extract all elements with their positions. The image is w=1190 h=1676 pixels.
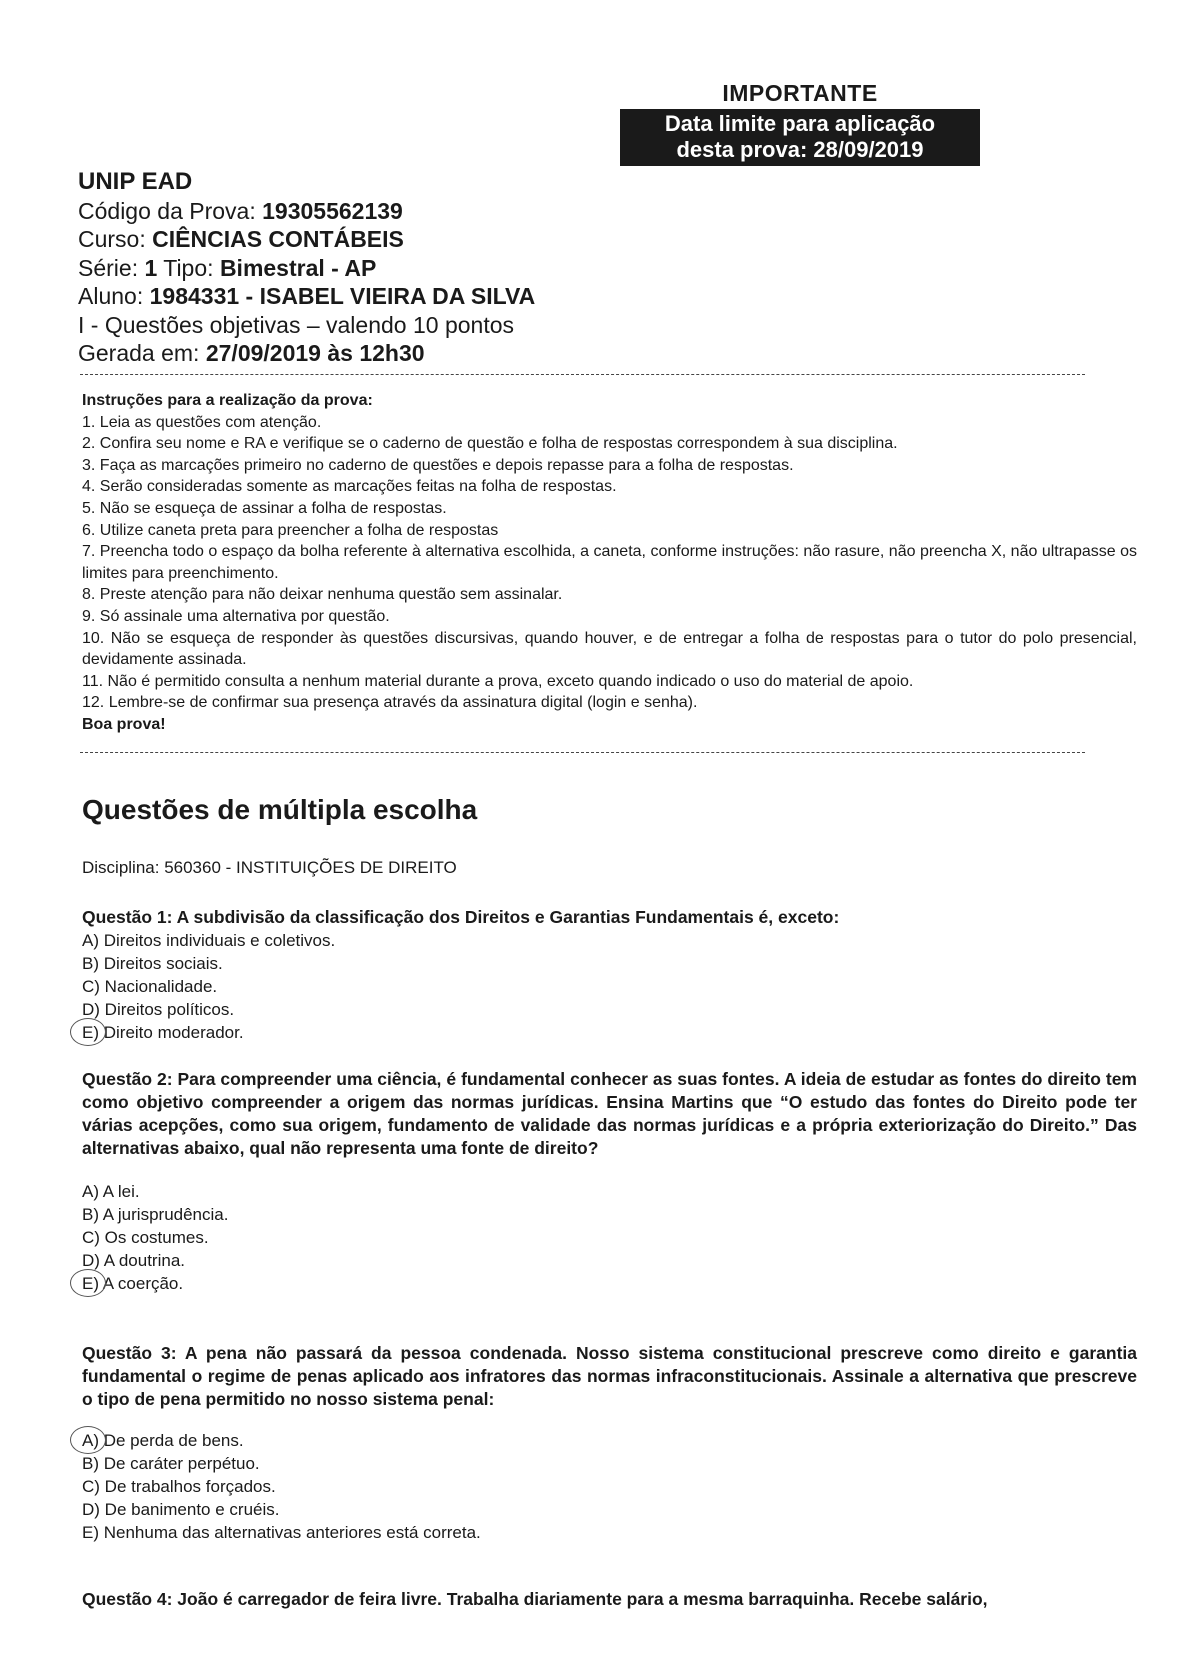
generated-label: Gerada em:: [78, 340, 206, 366]
question-1: [82, 906, 1137, 1044]
option-e[interactable]: E) Nenhuma das alternativas anteriores está correta.: [82, 1523, 481, 1542]
section-line: I - Questões objetivas – valendo 10 pontos: [78, 311, 515, 338]
option-d[interactable]: D) A doutrina.: [82, 1251, 186, 1270]
instructions-title: Instruções para a realização da prova:: [82, 392, 373, 409]
generated-line: [78, 339, 535, 368]
course-label: Curso:: [78, 226, 153, 252]
series-line: [78, 254, 535, 283]
instruction-item: 11. Não é permitido consulta a nenhum material durante a prova, exceto quando indicado o uso do material de apoio.: [82, 672, 914, 690]
exam-code-label: Código da Prova:: [78, 197, 263, 224]
option-d[interactable]: D) De banimento e cruéis.: [82, 1500, 280, 1519]
instruction-item: 10. Não se esqueça de responder às questões discursivas, quando houver, e de entregar a folha de respostas para o tutor do polo presencial, devidamente assinada.: [82, 629, 1137, 669]
question-4: [82, 1588, 1137, 1611]
institution: UNIP EAD: [78, 168, 193, 195]
answer-mark-circle: [70, 1269, 106, 1297]
question-2: [82, 1068, 1137, 1295]
discipline: Disciplina: 560360 - INSTITUIÇÕES DE DIREITO: [82, 858, 457, 877]
option-e[interactable]: E) A coerção.: [82, 1272, 1137, 1295]
deadline-line-2: desta prova: 28/09/2019: [676, 137, 924, 162]
option-b[interactable]: B) De caráter perpétuo.: [82, 1454, 260, 1473]
option-c[interactable]: C) Os costumes.: [82, 1228, 209, 1247]
instruction-item: 12. Lembre-se de confirmar sua presença através da assinatura digital (login e senha).: [82, 694, 698, 712]
question-stem: Questão 4: João é carregador de feira livre. Trabalha diariamente para a mesma barraquinha. Recebe salário,: [82, 1589, 988, 1609]
option-a[interactable]: A) A lei.: [82, 1182, 140, 1201]
important-title: IMPORTANTE: [722, 80, 878, 106]
course-line: [78, 225, 535, 254]
question-stem: Questão 1: A subdivisão da classificação dos Direitos e Garantias Fundamentais é, exceto:: [82, 907, 840, 927]
option-d[interactable]: D) Direitos políticos.: [82, 1000, 235, 1019]
option-c[interactable]: C) De trabalhos forçados.: [82, 1477, 276, 1496]
type-label: Tipo:: [157, 254, 220, 281]
instruction-item: 3. Faça as marcações primeiro no caderno de questões e depois repasse para a folha de respostas.: [82, 456, 794, 474]
exam-code: 19305562139: [262, 197, 403, 224]
instruction-item: 9. Só assinale uma alternativa por questão.: [82, 607, 390, 625]
option-b[interactable]: B) A jurisprudência.: [82, 1205, 229, 1224]
answer-mark-circle: [70, 1426, 106, 1454]
deadline-box: [620, 109, 980, 166]
instruction-item: 6. Utilize caneta preta para preencher a folha de respostas: [82, 521, 499, 539]
closing-text: Boa prova!: [82, 715, 166, 733]
exam-type: Bimestral - AP: [219, 254, 377, 281]
instructions-block: [82, 390, 1137, 736]
section-title: Questões de múltipla escolha: [82, 794, 478, 825]
student-line: [78, 282, 535, 311]
instruction-item: 4. Serão consideradas somente as marcações feitas na folha de respostas.: [82, 478, 617, 496]
instruction-item: 5. Não se esqueça de assinar a folha de respostas.: [82, 499, 447, 517]
series-label: Série:: [78, 254, 145, 281]
options-list: [82, 1429, 1137, 1544]
instruction-item: 7. Preencha todo o espaço da bolha referente à alternativa escolhida, a caneta, conforme instruções: não rasure, não preencha X, não ultrapasse os limites para preenchimento.: [82, 543, 1137, 582]
student-label: Aluno:: [78, 283, 150, 309]
option-c[interactable]: C) Nacionalidade.: [82, 977, 218, 996]
divider-bottom: [80, 752, 1085, 753]
series: 1: [144, 254, 158, 281]
option-b[interactable]: B) Direitos sociais.: [82, 954, 223, 973]
option-a[interactable]: A) De perda de bens.: [82, 1429, 1137, 1452]
question-stem: Questão 2: Para compreender uma ciência, é fundamental conhecer as suas fontes. A ideia de estudar as fontes do direito tem como objetivo compreender a origem das normas jurídicas. Ensina Martins que “O estudo das fontes do Direito pode ter várias acepções, como sua origem, fundamento de validade das normas jurídicas e a própria exteriorização do Direito.” Das alternativas abaixo, qual não representa uma fonte de direito?: [82, 1069, 1137, 1158]
course: CIÊNCIAS CONTÁBEIS: [152, 226, 404, 252]
option-a[interactable]: A) Direitos individuais e coletivos.: [82, 931, 336, 950]
options-list: [82, 929, 1137, 1044]
instruction-item: 8. Preste atenção para não deixar nenhuma questão sem assinalar.: [82, 586, 563, 604]
instruction-item: 2. Confira seu nome e RA e verifique se o caderno de questão e folha de respostas correspondem à sua disciplina.: [82, 435, 898, 453]
answer-mark-circle: [70, 1018, 106, 1046]
instruction-item: 1. Leia as questões com atenção.: [82, 413, 322, 431]
question-stem: Questão 3: A pena não passará da pessoa condenada. Nosso sistema constitucional prescreve como direito e garantia fundamental o regime de penas aplicado aos infratores das normas infraconstitucionais. Assinale a alternativa que prescreve o tipo de pena permitido no nosso sistema penal:: [82, 1343, 1137, 1409]
generated-date: 27/09/2019 às 12h30: [205, 340, 425, 366]
option-e[interactable]: E) Direito moderador.: [82, 1021, 1137, 1044]
student: 1984331 - ISABEL VIEIRA DA SILVA: [149, 283, 536, 309]
divider-top: [80, 374, 1085, 375]
important-notice: [620, 80, 980, 166]
deadline-line-1: Data limite para aplicação: [664, 111, 936, 136]
exam-header: [78, 168, 535, 368]
options-list: [82, 1180, 1137, 1295]
question-3: [82, 1342, 1137, 1544]
exam-code-line: [78, 197, 535, 226]
